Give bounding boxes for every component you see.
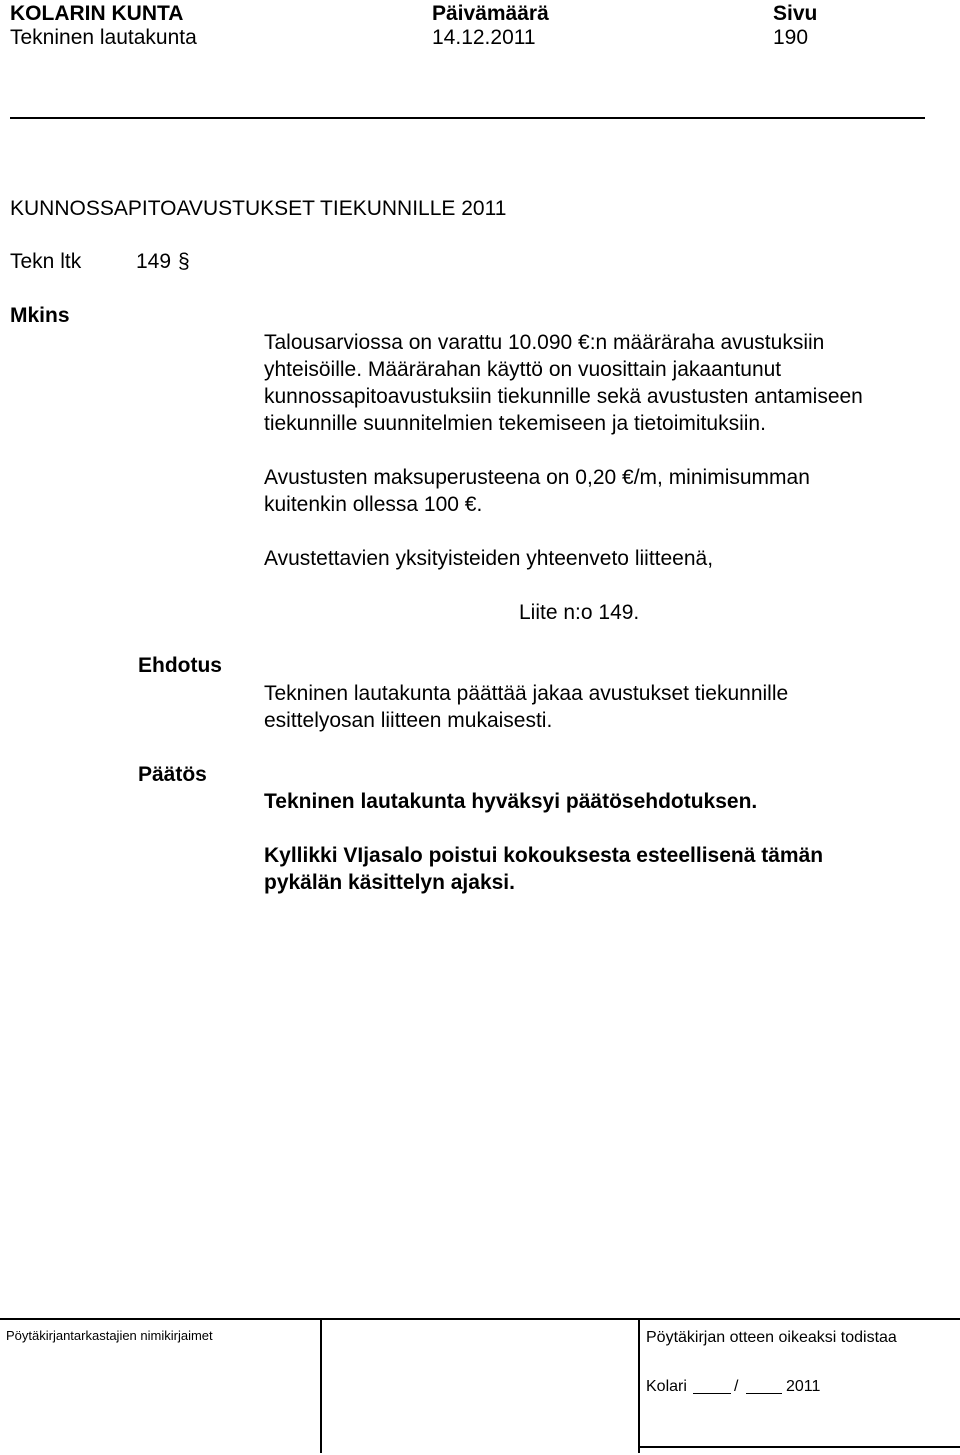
attachment-reference: Liite n:o 149.	[519, 601, 640, 624]
date-label: Päivämäärä	[432, 2, 549, 25]
header-divider	[10, 117, 925, 119]
proposal-line: esittelyosan liitteen mukaisesti.	[264, 709, 553, 732]
page-number: 190	[773, 26, 809, 49]
paragraph-line: kuitenkin ollessa 100 €.	[264, 493, 483, 516]
decision-line: Tekninen lautakunta hyväksyi päätösehdotuksen.	[264, 790, 758, 813]
decision-label: Päätös	[138, 763, 207, 786]
paragraph-line: Avustusten maksuperusteena on 0,20 €/m, minimisumman	[264, 466, 810, 489]
board-name: Tekninen lautakunta	[10, 26, 197, 49]
paragraph-line: tiekunnille suunnitelmien tekemiseen ja tietoimituksiin.	[264, 412, 766, 435]
organization-name: KOLARIN KUNTA	[10, 2, 184, 25]
proposal-label: Ehdotus	[138, 654, 222, 677]
proposal-line: Tekninen lautakunta päättää jakaa avustukset tiekunnille	[264, 682, 789, 705]
section-sign: §	[178, 250, 190, 273]
decision-note-line: pykälän käsittelyn ajaksi.	[264, 871, 515, 894]
footer-year: 2011	[786, 1378, 821, 1395]
preparer-label: Mkins	[10, 304, 70, 327]
day-blank-line	[693, 1393, 731, 1394]
paragraph-line: Avustettavien yksityisteiden yhteenveto liitteenä,	[264, 547, 714, 570]
document-title: KUNNOSSAPITOAVUSTUKSET TIEKUNNILLE 2011	[10, 197, 507, 220]
paragraph-line: Talousarviossa on varattu 10.090 €:n määräraha avustuksiin	[264, 331, 825, 354]
footer-right-vertical	[638, 1318, 640, 1453]
footer-date-separator: /	[734, 1378, 739, 1395]
decision-note-line: Kyllikki VIjasalo poistui kokouksesta esteellisenä tämän	[264, 844, 824, 867]
footer-bottom-line	[638, 1446, 960, 1448]
meeting-date: 14.12.2011	[432, 26, 536, 49]
reviewers-initials-label: Pöytäkirjantarkastajien nimikirjaimet	[6, 1328, 213, 1343]
footer-divider	[0, 1318, 960, 1320]
paragraph-line: kunnossapitoavustuksiin tiekunnille sekä avustusten antamiseen	[264, 385, 863, 408]
page-label: Sivu	[773, 2, 818, 25]
paragraph-line: yhteisöille. Määrärahan käyttö on vuosittain jakaantunut	[264, 358, 782, 381]
case-number: 149	[136, 250, 172, 273]
month-blank-line	[746, 1393, 782, 1394]
case-body: Tekn ltk	[10, 250, 82, 273]
certification-label: Pöytäkirjan otteen oikeaksi todistaa	[646, 1329, 897, 1346]
footer-place: Kolari	[646, 1378, 687, 1395]
footer-left-vertical	[320, 1318, 322, 1453]
